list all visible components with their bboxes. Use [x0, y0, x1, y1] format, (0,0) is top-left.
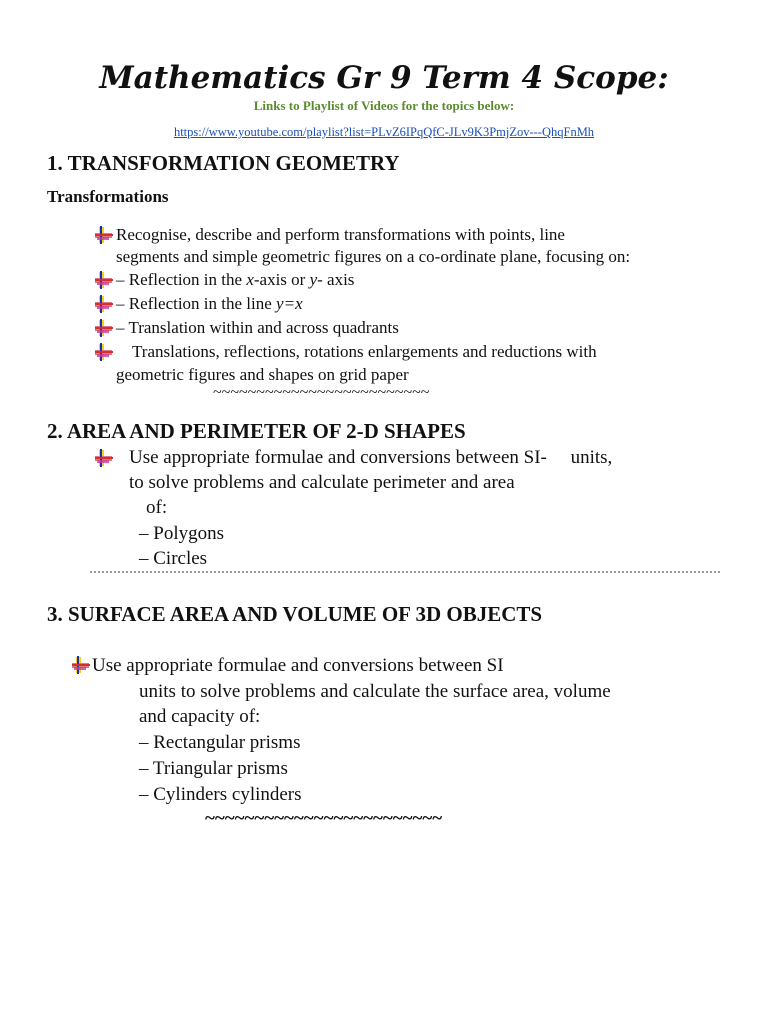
arrow-bullet-icon	[95, 319, 113, 337]
list-item: Translations, reflections, rotations enlargements and reductions with	[132, 342, 597, 361]
list-item: to solve problems and calculate perimeter and area	[129, 472, 515, 493]
arrow-bullet-icon	[95, 343, 113, 361]
list-item-text: – Reflection in the line	[116, 294, 277, 313]
list-item: of:	[146, 497, 168, 518]
dotted-divider	[90, 571, 720, 573]
document-title: Mathematics Gr 9 Term 4 Scope:	[99, 60, 669, 96]
list-item-text: – Reflection in the	[116, 270, 247, 289]
separator-tildes: ~~~~~~~~~~~~~~~~~~~~~~~~~	[213, 384, 430, 401]
variable-y: y	[309, 270, 318, 289]
playlist-link[interactable]: https://www.youtube.com/playlist?list=PLvZ6IPqQfC-JLv9K3PmjZov---QhqFnMh	[173, 125, 595, 139]
list-item-text: - axis	[317, 270, 355, 289]
list-item: – Triangular prisms	[139, 758, 288, 779]
arrow-bullet-icon	[95, 295, 113, 313]
variable-x: x	[246, 270, 254, 289]
list-item: units to solve problems and calculate the surface area, volume	[139, 681, 611, 702]
list-item: geometric figures and shapes on grid paper	[116, 365, 409, 384]
arrow-bullet-icon	[95, 271, 113, 289]
list-item	[116, 270, 354, 290]
equation-y-equals-x: y=x	[276, 294, 303, 313]
list-item: – Cylinders cylinders	[139, 784, 302, 805]
section1-subheading: Transformations	[47, 187, 169, 206]
section3-heading: 3. SURFACE AREA AND VOLUME OF 3D OBJECTS	[47, 602, 543, 626]
arrow-bullet-icon	[95, 449, 113, 467]
arrow-bullet-icon	[95, 226, 113, 244]
section1-heading: 1. TRANSFORMATION GEOMETRY	[47, 151, 400, 175]
list-item: Use appropriate formulae and conversions between SI- units,	[129, 447, 613, 468]
list-item: – Circles	[139, 548, 208, 569]
list-item: and capacity of:	[139, 706, 261, 727]
arrow-bullet-icon	[72, 656, 90, 674]
list-item	[116, 294, 303, 314]
list-item: segments and simple geometric figures on a co-ordinate plane, focusing on:	[116, 247, 631, 266]
list-item: – Translation within and across quadrants	[116, 318, 399, 337]
playlist-subtitle: Links to Playlist of Videos for the topics below:	[253, 98, 515, 113]
list-item: Recognise, describe and perform transformations with points, line	[116, 225, 565, 244]
list-item: Use appropriate formulae and conversions between SI	[92, 655, 504, 676]
separator-tildes: ~~~~~~~~~~~~~~~~~~~~~~~~	[205, 808, 443, 829]
list-item-text: -axis or	[253, 270, 310, 289]
section2-heading: 2. AREA AND PERIMETER OF 2-D SHAPES	[47, 419, 466, 443]
list-item: – Polygons	[139, 523, 224, 544]
list-item: – Rectangular prisms	[139, 732, 301, 753]
